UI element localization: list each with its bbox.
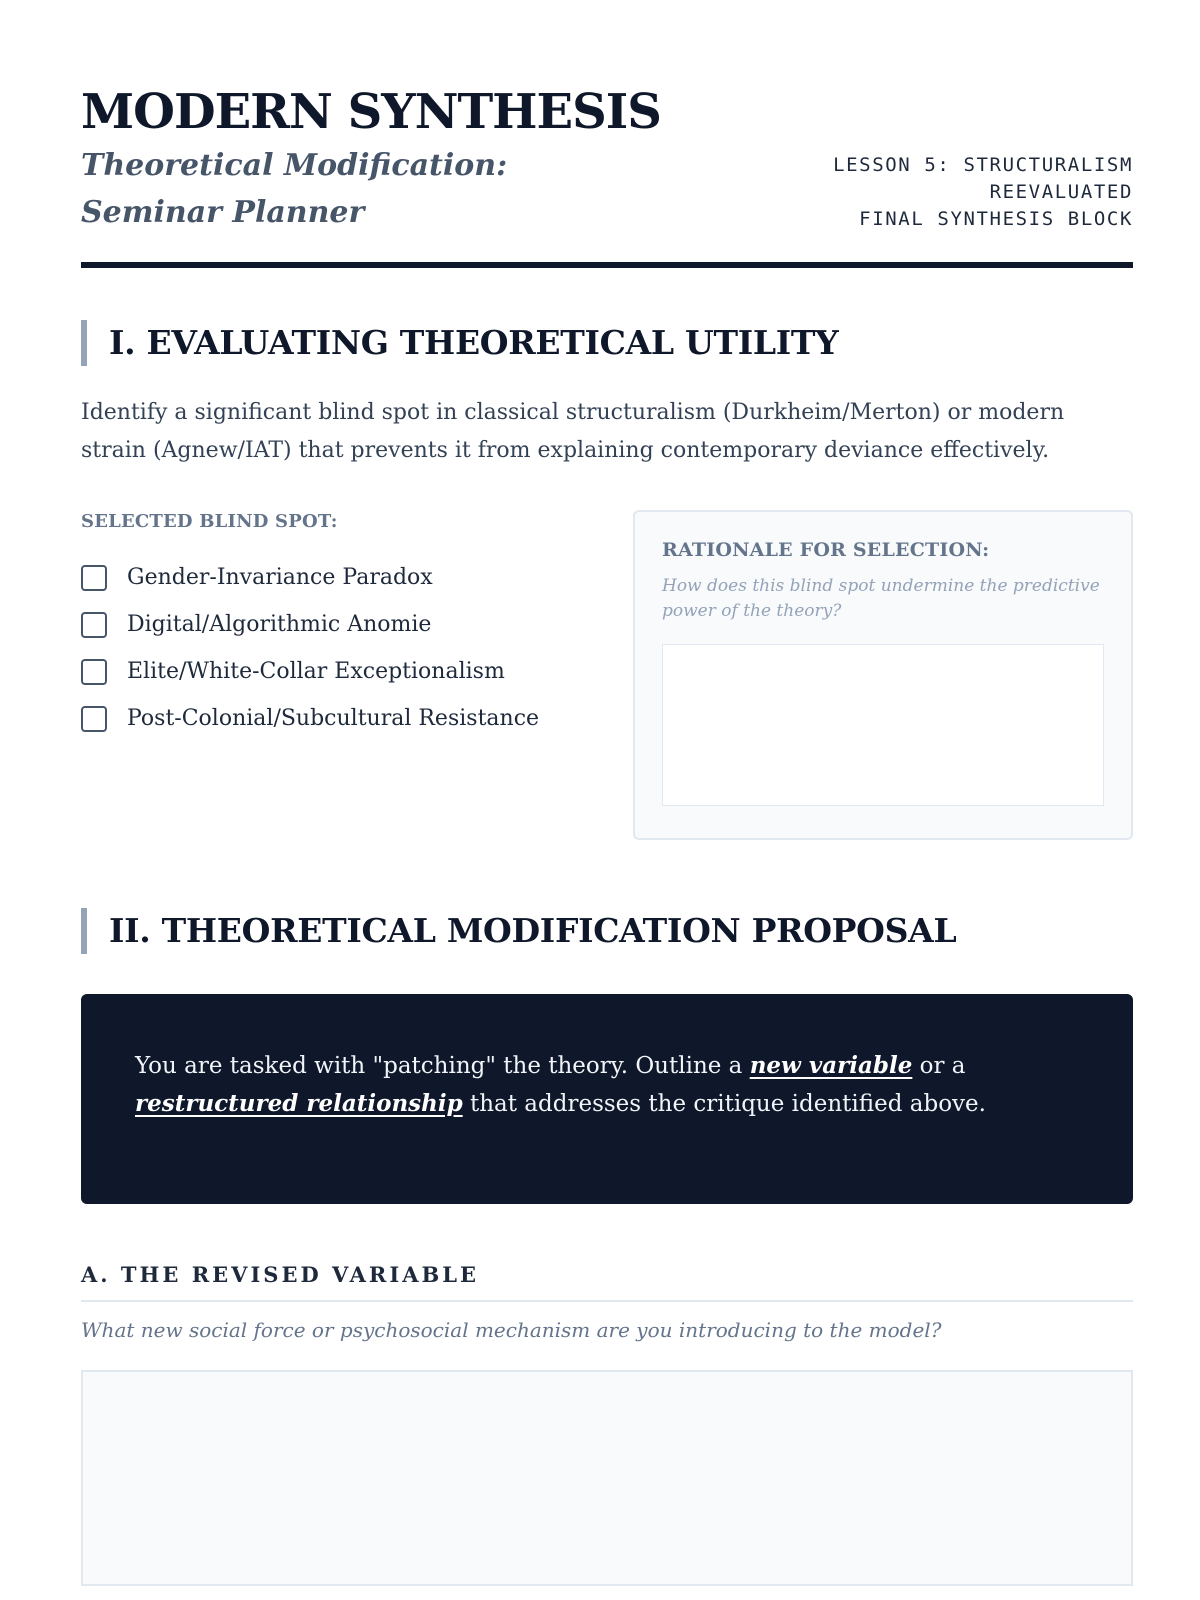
- blind-spot-options: [81, 554, 601, 742]
- callout-text: You are tasked with "patching" the theory. Outline a: [135, 1053, 750, 1079]
- blind-spot-row: [81, 510, 1133, 840]
- section-1-intro: Identify a significant blind spot in classical structuralism (Durkheim/Merton) or modern strain (Agnew/IAT) that prevents it from explaining contemporary deviance effectively.: [81, 400, 1065, 463]
- blind-spot-option-label: Digital/Algorithmic Anomie: [127, 612, 432, 637]
- callout-text: or a: [912, 1053, 966, 1079]
- rationale-panel: [633, 510, 1133, 840]
- lesson-meta-line: LESSON 5: STRUCTURALISM: [833, 154, 1133, 176]
- blind-spot-option[interactable]: [81, 695, 601, 742]
- blind-spot-option[interactable]: [81, 601, 601, 648]
- blind-spot-checkbox[interactable]: [81, 612, 107, 638]
- callout-emphasis-restructured-relationship: restructured relationship: [135, 1090, 463, 1117]
- rationale-label: RATIONALE FOR SELECTION:: [662, 539, 990, 561]
- blind-spot-checkbox[interactable]: [81, 706, 107, 732]
- page-header: [81, 82, 1133, 268]
- page-subtitle: Theoretical Modification: Seminar Planner: [81, 148, 508, 230]
- section-2-heading: II. THEORETICAL MODIFICATION PROPOSAL: [81, 908, 1133, 954]
- blind-spot-option-label: Gender-Invariance Paradox: [127, 565, 433, 590]
- task-callout: [81, 994, 1133, 1204]
- seminar-planner-page: [81, 82, 1133, 1586]
- page-title: MODERN SYNTHESIS: [81, 84, 661, 140]
- blind-spot-checkbox[interactable]: [81, 565, 107, 591]
- rationale-input[interactable]: [662, 644, 1104, 806]
- lesson-meta: [793, 152, 1133, 233]
- callout-emphasis-new-variable: new variable: [749, 1052, 913, 1079]
- blind-spot-label: SELECTED BLIND SPOT:: [81, 511, 338, 532]
- part-a-hint: What new social force or psychosocial mechanism are you introducing to the model?: [81, 1318, 942, 1342]
- blind-spot-option[interactable]: [81, 554, 601, 601]
- rationale-hint: How does this blind spot undermine the predictive power of the theory?: [662, 576, 1100, 621]
- part-a-heading: A. THE REVISED VARIABLE: [81, 1260, 1133, 1302]
- blind-spot-option-label: Elite/White-Collar Exceptionalism: [127, 659, 505, 684]
- blind-spot-checkbox[interactable]: [81, 659, 107, 685]
- callout-text: that addresses the critique identified above.: [462, 1091, 986, 1117]
- blind-spot-selector: [81, 510, 601, 742]
- blind-spot-option[interactable]: [81, 648, 601, 695]
- blind-spot-option-label: Post-Colonial/Subcultural Resistance: [127, 706, 540, 731]
- revised-variable-input[interactable]: [81, 1370, 1133, 1586]
- section-1-heading: I. EVALUATING THEORETICAL UTILITY: [81, 320, 1133, 366]
- lesson-meta-line: FINAL SYNTHESIS BLOCK: [859, 208, 1133, 230]
- lesson-meta-line: REEVALUATED: [989, 181, 1133, 203]
